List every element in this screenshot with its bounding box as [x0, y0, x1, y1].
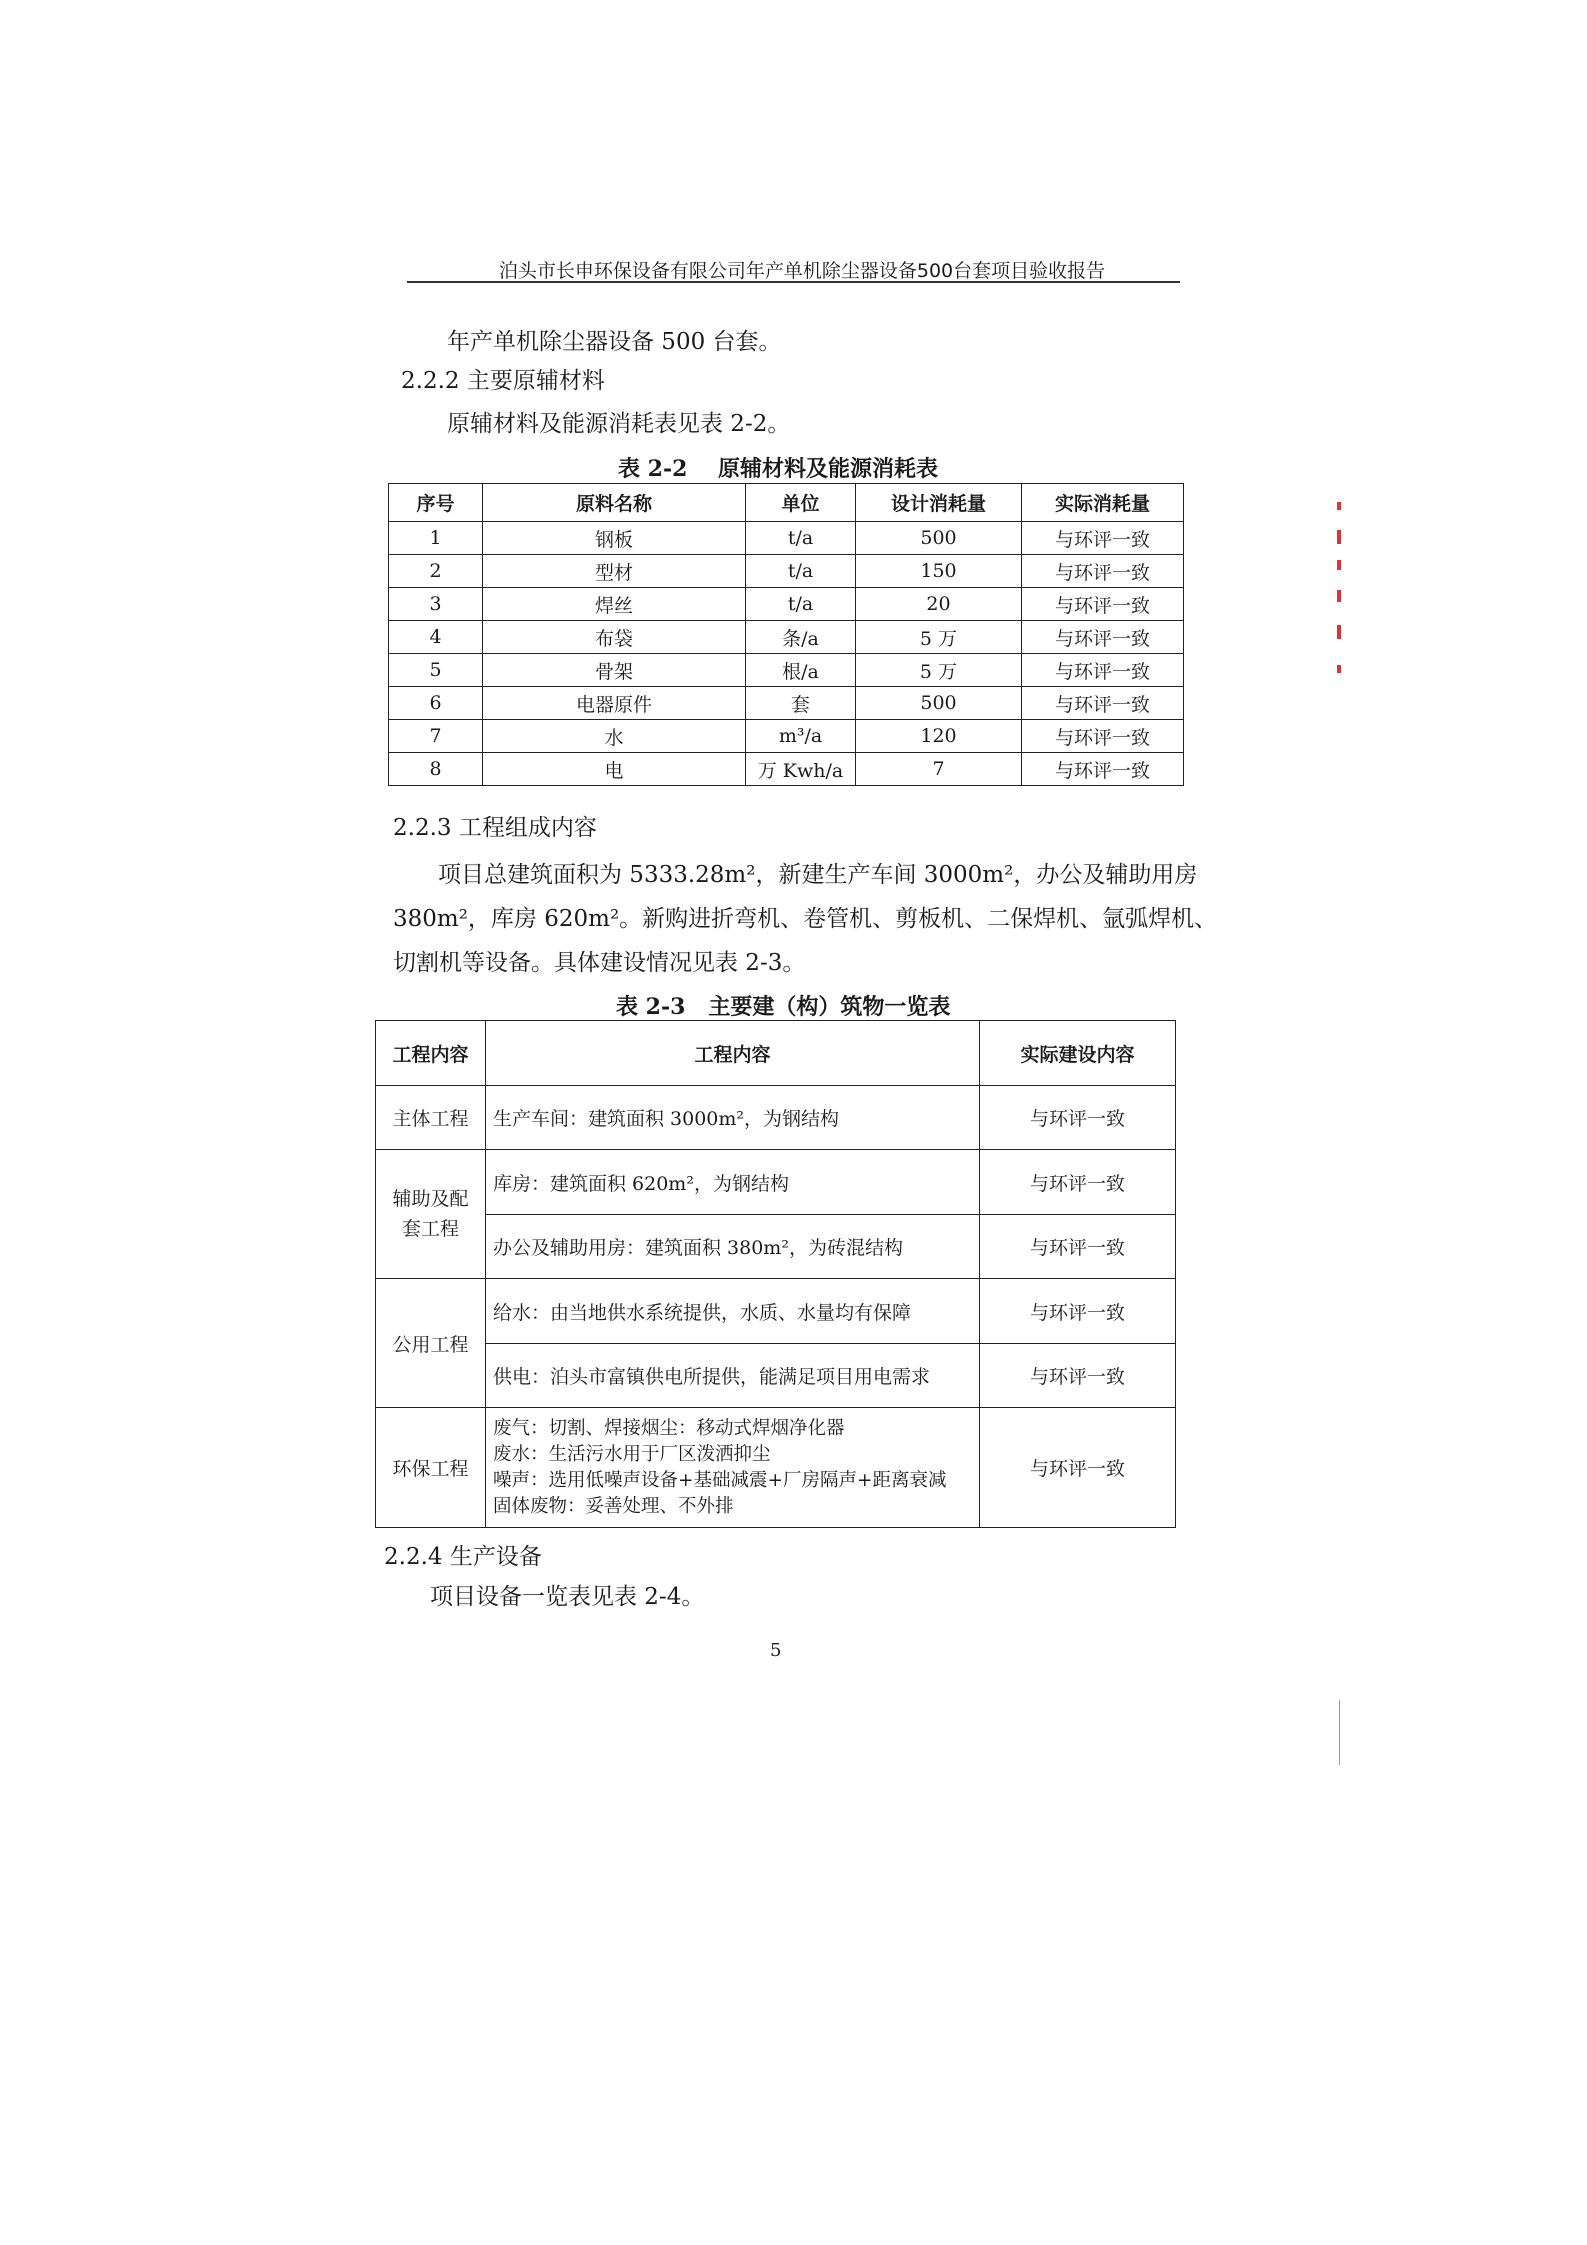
content-cell [486, 1408, 980, 1528]
cell-unit: 套 [746, 687, 856, 720]
table-header-row [376, 1021, 1176, 1086]
cell-material: 布袋 [483, 621, 746, 654]
page-header-title: 泊头市长申环保设备有限公司年产单机除尘器设备500台套项目验收报告 [498, 260, 1106, 282]
category-cell: 主体工程 [376, 1086, 486, 1150]
cell-material: 水 [483, 720, 746, 753]
table-row [376, 1086, 1176, 1150]
header-cell: 实际消耗量 [1022, 484, 1184, 522]
status-cell: 与环评一致 [980, 1344, 1176, 1408]
status-cell: 与环评一致 [980, 1408, 1176, 1528]
section-2-2-4-heading: 2.2.4 生产设备 [384, 1544, 542, 1570]
buildings-table [375, 1020, 1176, 1528]
cell-actual: 与环评一致 [1022, 588, 1184, 621]
cell-seq: 1 [389, 522, 483, 555]
section-2-2-4-text: 项目设备一览表见表 2-4。 [430, 1584, 705, 1610]
table-2-2-caption: 表 2-2 原辅材料及能源消耗表 [618, 456, 939, 482]
cell-seq: 8 [389, 753, 483, 786]
cell-unit: t/a [746, 588, 856, 621]
status-cell: 与环评一致 [980, 1215, 1176, 1279]
env-line: 废气：切割、焊接烟尘：移动式焊烟净化器 [493, 1417, 845, 1439]
header-cell: 原料名称 [483, 484, 746, 522]
cell-actual: 与环评一致 [1022, 555, 1184, 588]
section-2-2-2-heading: 2.2.2 主要原辅材料 [401, 368, 605, 394]
scan-edge-mark [1339, 1700, 1340, 1765]
table-row [389, 720, 1184, 753]
stamp-mark [1337, 625, 1341, 639]
cell-actual: 与环评一致 [1022, 720, 1184, 753]
cell-unit: t/a [746, 522, 856, 555]
content-cell: 给水：由当地供水系统提供，水质、水量均有保障 [486, 1279, 980, 1344]
table-row [376, 1215, 1176, 1279]
cell-design: 150 [856, 555, 1022, 588]
content-cell: 办公及辅助用房：建筑面积 380m²，为砖混结构 [486, 1215, 980, 1279]
status-cell: 与环评一致 [980, 1279, 1176, 1344]
header-rule [407, 281, 1180, 283]
stamp-mark [1337, 560, 1341, 570]
cell-seq: 4 [389, 621, 483, 654]
stamp-mark [1337, 590, 1341, 602]
cell-material: 钢板 [483, 522, 746, 555]
cell-design: 500 [856, 687, 1022, 720]
table-row [389, 687, 1184, 720]
cell-material: 骨架 [483, 654, 746, 687]
status-cell: 与环评一致 [980, 1150, 1176, 1215]
cell-seq: 3 [389, 588, 483, 621]
section-2-2-3-line-1: 项目总建筑面积为 5333.28m²，新建生产车间 3000m²，办公及辅助用房 [438, 862, 1198, 888]
table-2-3-caption: 表 2-3 主要建（构）筑物一览表 [616, 994, 951, 1020]
table-row [389, 522, 1184, 555]
cell-unit: 根/a [746, 654, 856, 687]
header-cell: 工程内容 [486, 1021, 980, 1086]
header-cell: 序号 [389, 484, 483, 522]
cell-actual: 与环评一致 [1022, 522, 1184, 555]
category-line: 辅助及配 [392, 1188, 469, 1210]
cell-seq: 6 [389, 687, 483, 720]
cell-design: 500 [856, 522, 1022, 555]
section-2-2-3-line-2: 380m²，库房 620m²。新购进折弯机、卷管机、剪板机、二保焊机、氩弧焊机、 [393, 906, 1218, 932]
cell-design: 5 万 [856, 654, 1022, 687]
table-row [389, 588, 1184, 621]
header-cell: 工程内容 [376, 1021, 486, 1086]
content-cell: 供电：泊头市富镇供电所提供，能满足项目用电需求 [486, 1344, 980, 1408]
cell-unit: 万 Kwh/a [746, 753, 856, 786]
cell-design: 120 [856, 720, 1022, 753]
table-row [389, 654, 1184, 687]
cell-material: 电 [483, 753, 746, 786]
cell-material: 型材 [483, 555, 746, 588]
cell-design: 5 万 [856, 621, 1022, 654]
table-row [389, 753, 1184, 786]
category-cell [376, 1150, 486, 1279]
table-header-row [389, 484, 1184, 522]
cell-material: 焊丝 [483, 588, 746, 621]
cell-seq: 2 [389, 555, 483, 588]
stamp-mark [1337, 665, 1341, 673]
table-row [376, 1279, 1176, 1344]
content-cell: 生产车间：建筑面积 3000m²，为钢结构 [486, 1086, 980, 1150]
intro-line: 年产单机除尘器设备 500 台套。 [447, 329, 782, 355]
section-2-2-3-heading: 2.2.3 工程组成内容 [393, 815, 597, 841]
table-row [376, 1408, 1176, 1528]
stamp-mark [1337, 502, 1341, 510]
category-cell: 公用工程 [376, 1279, 486, 1408]
header-cell: 实际建设内容 [980, 1021, 1176, 1086]
header-cell: 设计消耗量 [856, 484, 1022, 522]
materials-table [388, 483, 1184, 786]
env-line: 噪声：选用低噪声设备+基础减震+厂房隔声+距离衰减 [493, 1469, 947, 1491]
category-cell: 环保工程 [376, 1408, 486, 1528]
header-cell: 单位 [746, 484, 856, 522]
cell-unit: t/a [746, 555, 856, 588]
cell-seq: 7 [389, 720, 483, 753]
table-row [376, 1344, 1176, 1408]
page-number: 5 [770, 1640, 782, 1661]
cell-unit: 条/a [746, 621, 856, 654]
cell-unit: m³/a [746, 720, 856, 753]
cell-design: 7 [856, 753, 1022, 786]
cell-actual: 与环评一致 [1022, 687, 1184, 720]
cell-actual: 与环评一致 [1022, 753, 1184, 786]
category-line: 套工程 [401, 1218, 459, 1240]
table-row [376, 1150, 1176, 1215]
cell-actual: 与环评一致 [1022, 654, 1184, 687]
section-2-2-2-text: 原辅材料及能源消耗表见表 2-2。 [447, 411, 791, 437]
table-row [389, 621, 1184, 654]
cell-actual: 与环评一致 [1022, 621, 1184, 654]
section-2-2-3-line-3: 切割机等设备。具体建设情况见表 2-3。 [393, 950, 806, 976]
stamp-mark [1337, 530, 1341, 544]
table-row [389, 555, 1184, 588]
cell-material: 电器原件 [483, 687, 746, 720]
content-cell: 库房：建筑面积 620m²，为钢结构 [486, 1150, 980, 1215]
cell-design: 20 [856, 588, 1022, 621]
env-line: 废水：生活污水用于厂区泼洒抑尘 [493, 1443, 771, 1465]
status-cell: 与环评一致 [980, 1086, 1176, 1150]
cell-seq: 5 [389, 654, 483, 687]
env-line: 固体废物：妥善处理、不外排 [493, 1495, 734, 1517]
